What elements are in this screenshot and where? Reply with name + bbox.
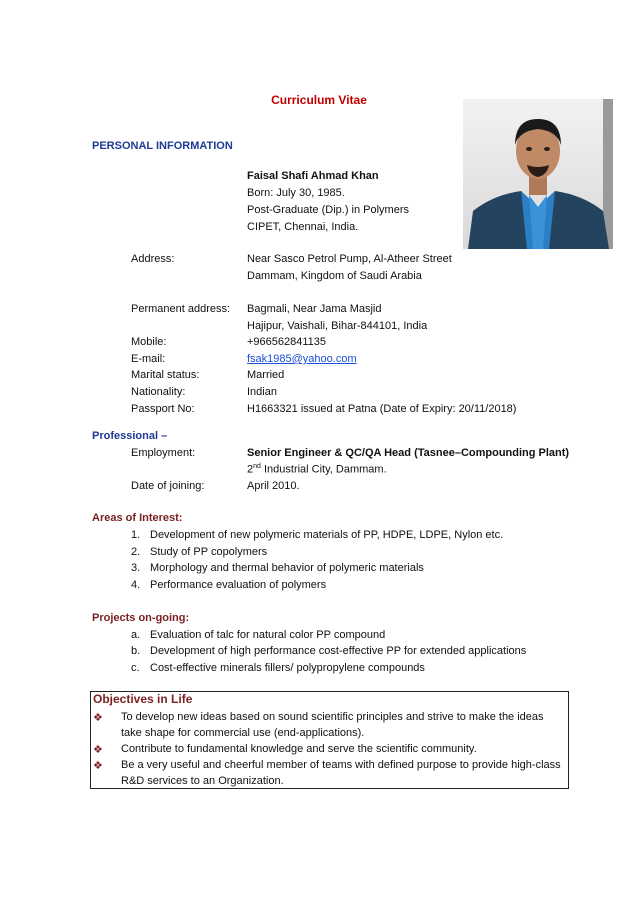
projects-heading: Projects on-going:	[92, 612, 190, 624]
employment-location	[247, 463, 387, 476]
employment-label: Employment:	[131, 447, 196, 459]
diamond-bullet-icon: ❖	[93, 760, 103, 772]
interest-num: 3.	[131, 562, 141, 574]
email-label: E-mail:	[131, 353, 166, 365]
interest-item: Performance evaluation of polymers	[150, 579, 327, 591]
education: Post-Graduate (Dip.) in Polymers	[247, 204, 409, 216]
profile-photo	[463, 99, 613, 249]
project-letter: c.	[131, 662, 140, 674]
birth-date: Born: July 30, 1985.	[247, 187, 345, 199]
diamond-bullet-icon: ❖	[93, 744, 103, 756]
objective-item: To develop new ideas based on sound scientific principles and strive to make the ideas take shape for commercial use (end-applications).	[121, 711, 544, 739]
person-portrait-icon	[463, 99, 613, 249]
objectives-heading: Objectives in Life	[93, 692, 193, 706]
project-letter: a.	[131, 629, 141, 641]
marital-status-label: Marital status:	[131, 369, 200, 381]
objective-item: Contribute to fundamental knowledge and serve the scientific community.	[121, 743, 477, 755]
personal-info-heading: PERSONAL INFORMATION	[92, 140, 233, 152]
nationality-label: Nationality:	[131, 386, 186, 398]
nationality-value: Indian	[247, 386, 277, 398]
interest-item: Morphology and thermal behavior of polymeric materials	[150, 562, 424, 574]
address-label: Address:	[131, 253, 175, 265]
employment-value: Senior Engineer & QC/QA Head (Tasnee–Compounding Plant)	[247, 447, 570, 459]
mobile-value: +966562841135	[247, 336, 327, 348]
interest-item: Study of PP copolymers	[150, 546, 268, 558]
page-title: Curriculum Vitae	[271, 93, 367, 107]
objective-item: Be a very useful and cheerful member of teams with defined purpose to provide high-class R&D services to an Organization.	[121, 759, 561, 787]
address-line1: Near Sasco Petrol Pump, Al-Atheer Street	[247, 253, 452, 265]
project-item: Evaluation of talc for natural color PP compound	[150, 629, 386, 641]
interest-num: 4.	[131, 579, 141, 591]
mobile-label: Mobile:	[131, 336, 167, 348]
passport-label: Passport No:	[131, 403, 195, 415]
permanent-address-label: Permanent address:	[131, 303, 231, 315]
institute: CIPET, Chennai, India.	[247, 221, 359, 233]
diamond-bullet-icon: ❖	[93, 712, 103, 724]
full-name: Faisal Shafi Ahmad Khan	[247, 170, 379, 182]
location-superscript: nd	[253, 463, 261, 470]
interest-num: 1.	[131, 529, 141, 541]
professional-heading: Professional –	[92, 430, 168, 442]
project-item: Cost-effective minerals fillers/ polypropylene compounds	[150, 662, 425, 674]
project-item: Development of high performance cost-effective PP for extended applications	[150, 645, 527, 657]
marital-status-value: Married	[247, 369, 285, 381]
address-line2: Dammam, Kingdom of Saudi Arabia	[247, 270, 422, 282]
passport-value: H1663321 issued at Patna (Date of Expiry: 20/11/2018)	[247, 403, 517, 415]
location-text: Industrial City, Dammam.	[260, 463, 387, 476]
joining-label: Date of joining:	[131, 480, 205, 492]
interests-heading: Areas of Interest:	[92, 512, 183, 524]
permanent-address-line1: Bagmali, Near Jama Masjid	[247, 303, 382, 315]
email-link[interactable]: fsak1985@yahoo.com	[247, 353, 357, 365]
location-number: 2	[247, 463, 254, 476]
joining-value: April 2010.	[247, 480, 300, 492]
interest-item: Development of new polymeric materials of PP, HDPE, LDPE, Nylon etc.	[150, 529, 504, 541]
permanent-address-line2: Hajipur, Vaishali, Bihar-844101, India	[247, 320, 428, 332]
project-letter: b.	[131, 645, 141, 657]
interest-num: 2.	[131, 546, 141, 558]
